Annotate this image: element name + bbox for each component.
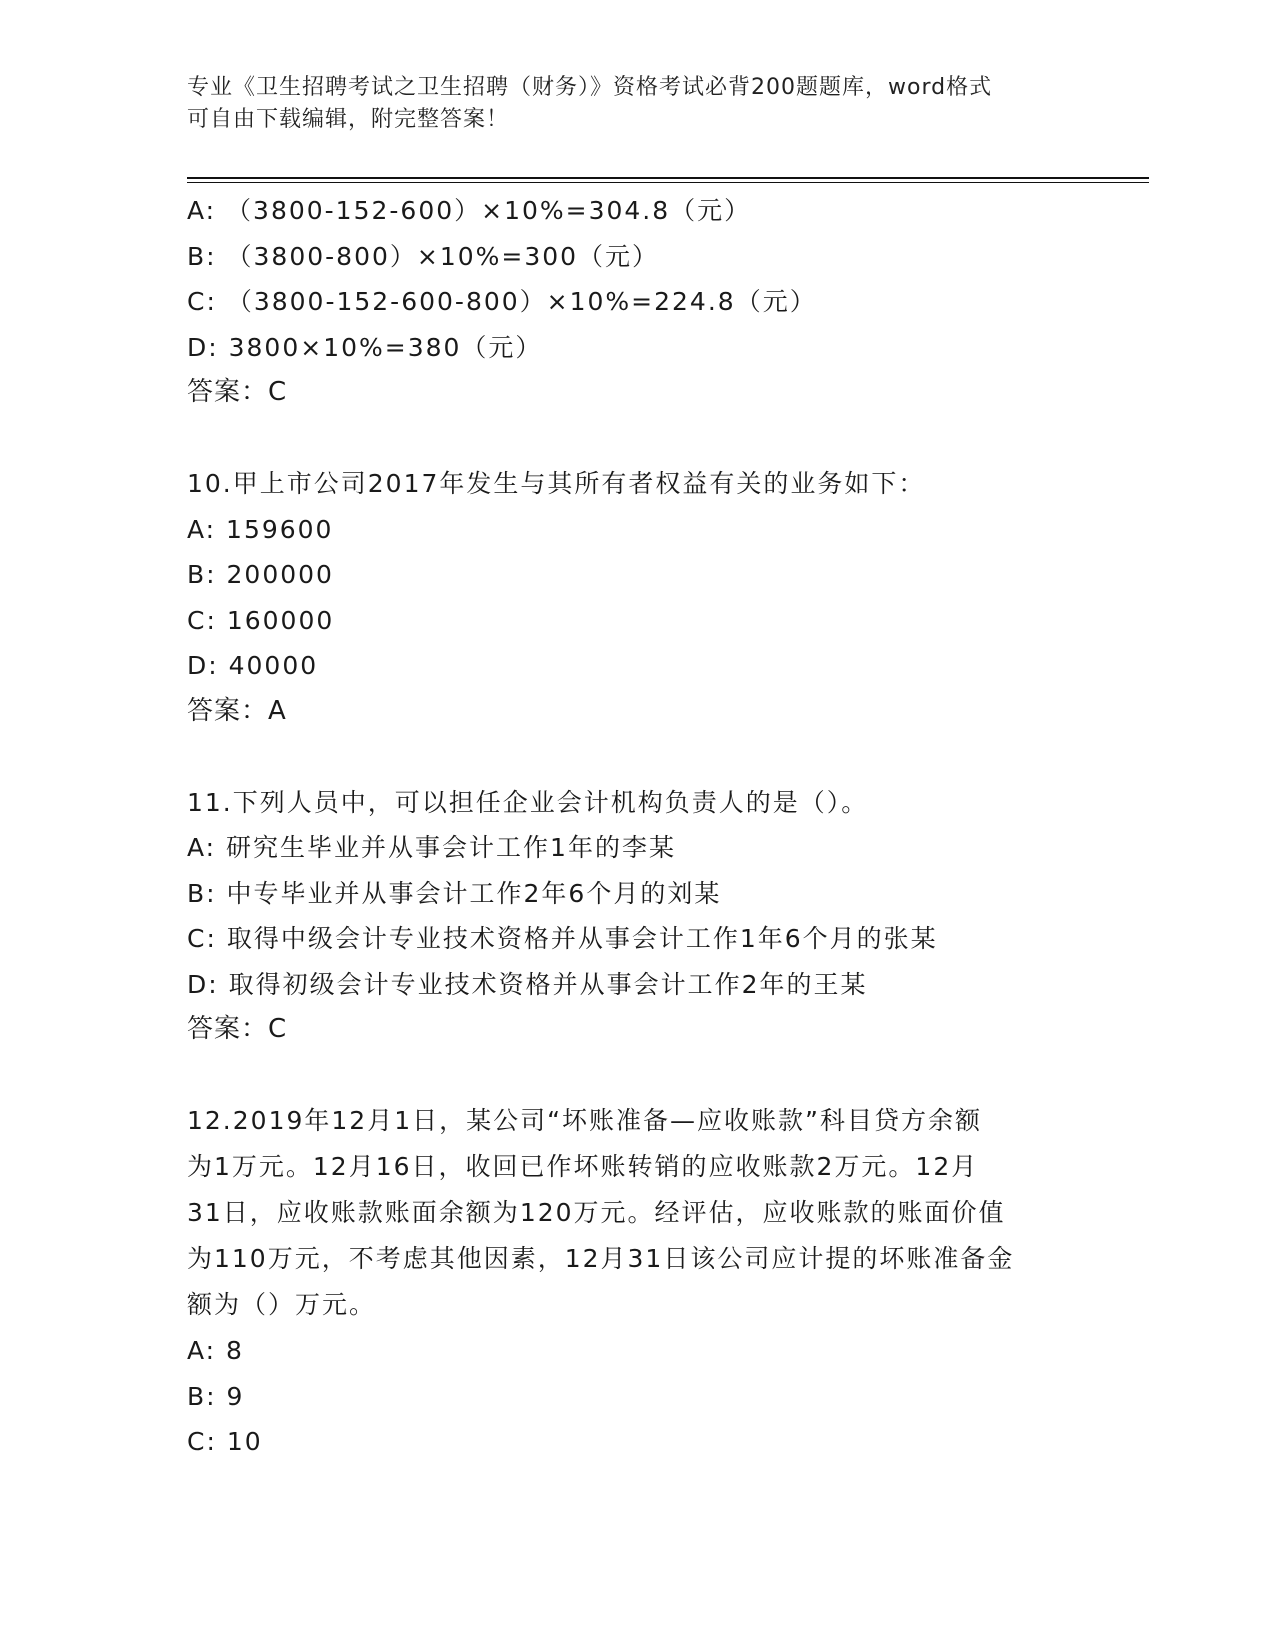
spacer xyxy=(187,416,1087,462)
option-a: A: （3800-152-600）×10%=304.8（元） xyxy=(187,196,752,225)
answer-line: 答案：C xyxy=(187,1014,288,1044)
spacer xyxy=(187,1053,1087,1099)
option-a: A: 159600 xyxy=(187,514,334,544)
question-stem: 11.下列人员中，可以担任企业会计机构负责人的是（）。 xyxy=(187,787,869,817)
option-a: A: 研究生毕业并从事会计工作1年的李某 xyxy=(187,833,676,862)
question-stem-line: 额为（）万元。 xyxy=(187,1290,377,1319)
question-9 xyxy=(187,188,1087,416)
option-c: C: 160000 xyxy=(187,605,335,635)
question-list xyxy=(187,188,1087,1465)
option-c: C: 取得中级会计专业技术资格并从事会计工作1年6个月的张某 xyxy=(187,924,938,953)
option-d: D: 取得初级会计专业技术资格并从事会计工作2年的王某 xyxy=(187,969,868,999)
document-header xyxy=(187,72,1067,136)
option-b: B: （3800-800）×10%=300（元） xyxy=(187,241,660,271)
question-10 xyxy=(187,461,1087,734)
header-title-line-2: 可自由下载编辑，附完整答案！ xyxy=(187,107,510,132)
option-d: D: 3800×10%=380（元） xyxy=(187,332,543,362)
question-12 xyxy=(187,1098,1087,1465)
option-d: D: 40000 xyxy=(187,651,319,680)
spacer xyxy=(187,734,1087,780)
question-stem-line: 12.2019年12月1日，某公司“坏账准备—应收账款”科目贷方余额 xyxy=(187,1106,983,1135)
option-c: C: 10 xyxy=(187,1427,263,1456)
header-divider-thick xyxy=(187,177,1149,179)
option-b: B: 9 xyxy=(187,1381,245,1411)
question-stem-line: 为110万元，不考虑其他因素，12月31日该公司应计提的坏账准备金 xyxy=(187,1244,1015,1273)
question-stem: 10.甲上市公司2017年发生与其所有者权益有关的业务如下： xyxy=(187,469,926,498)
option-c: C: （3800-152-600-800）×10%=224.8（元） xyxy=(187,287,817,316)
question-11 xyxy=(187,780,1087,1053)
answer-line: 答案：A xyxy=(187,695,287,726)
option-a: A: 8 xyxy=(187,1336,244,1365)
option-b: B: 中专毕业并从事会计工作2年6个月的刘某 xyxy=(187,878,722,908)
answer-line: 答案：C xyxy=(187,377,288,407)
header-divider-thin xyxy=(187,182,1149,183)
header-title-line-1: 专业《卫生招聘考试之卫生招聘（财务）》资格考试必背200题题库，word格式 xyxy=(187,75,993,100)
question-stem-line: 31日，应收账款账面余额为120万元。经评估，应收账款的账面价值 xyxy=(187,1198,1006,1227)
option-b: B: 200000 xyxy=(187,560,334,589)
question-stem-line: 为1万元。12月16日，收回已作坏账转销的应收账款2万元。12月 xyxy=(187,1152,979,1181)
